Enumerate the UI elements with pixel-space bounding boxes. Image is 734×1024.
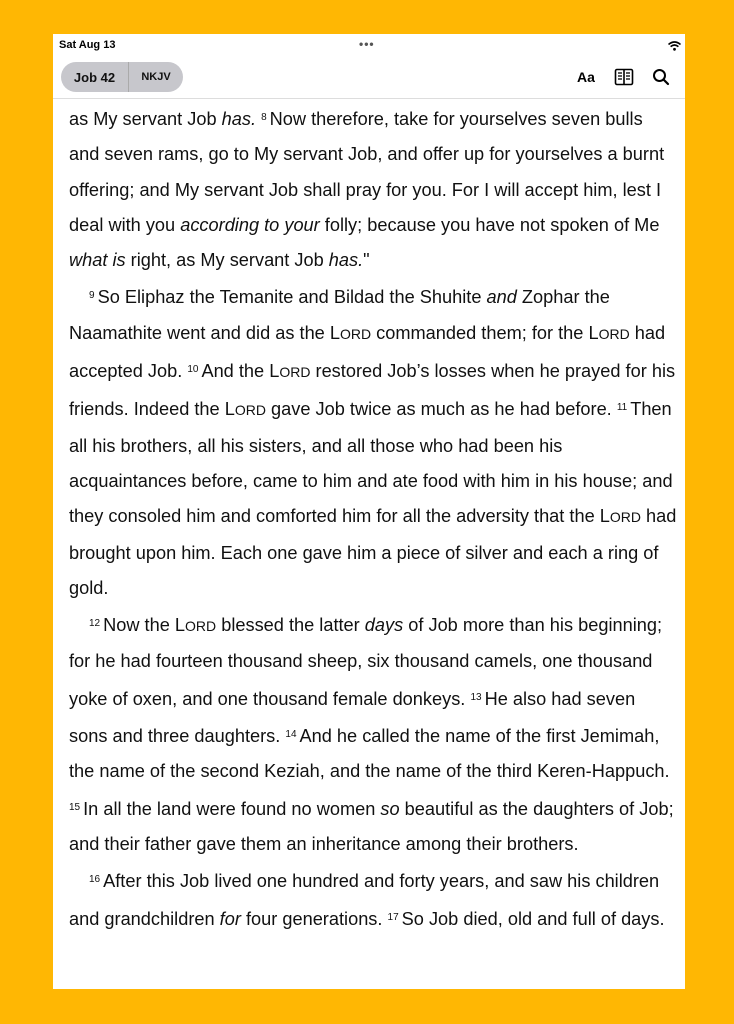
paragraph-2 xyxy=(69,278,677,606)
text: After this Job lived one hundred and forty years, and saw his children and grandchildren xyxy=(69,871,660,929)
text: beautiful as the daughters of Job; and their father gave them an inheritance among their brothers. xyxy=(69,798,674,854)
text: restored Job’s losses when he prayed for his friends. Indeed the xyxy=(69,361,676,420)
text: as My servant Job xyxy=(69,109,222,129)
multitasking-dots[interactable]: ••• xyxy=(359,37,375,51)
reference-selector xyxy=(61,62,183,92)
verse-number-15[interactable]: 15 xyxy=(69,801,81,813)
paragraph-4 xyxy=(69,862,677,937)
scripture-text xyxy=(69,100,677,937)
text: right, as My servant Job xyxy=(125,250,329,271)
status-date: Sat Aug 13 xyxy=(59,39,116,51)
text: Now the xyxy=(103,615,175,636)
italic-text: has. xyxy=(328,250,364,271)
italic-text: what is xyxy=(69,250,126,271)
verse-number-12[interactable]: 12 xyxy=(89,618,101,630)
verse-number-8[interactable]: 8 xyxy=(261,112,267,123)
text: gave Job twice as much as he had before. xyxy=(265,399,612,420)
text: And the xyxy=(201,361,270,382)
font-settings-button[interactable]: Aa xyxy=(577,69,595,85)
verse-number-14[interactable]: 14 xyxy=(285,729,297,741)
text: had accepted Job. xyxy=(69,322,666,382)
search-icon[interactable] xyxy=(652,64,670,90)
lord-small-caps: LORD xyxy=(588,322,630,343)
text: He also had seven sons and three daughters. xyxy=(69,688,636,747)
verse-number-11[interactable]: 11 xyxy=(616,402,628,414)
text: So Job died, old and full of days. xyxy=(401,908,665,929)
text: " xyxy=(363,250,370,271)
text: commanded them; for the xyxy=(371,322,589,343)
lord-small-caps: LORD xyxy=(329,322,372,343)
verse-number-9[interactable]: 9 xyxy=(89,290,95,302)
book-chapter-button[interactable]: Job 42 xyxy=(61,62,129,92)
text: had brought upon him. Each one gave him a piece of silver and each a ring of gold. xyxy=(69,506,677,598)
reader-toolbar xyxy=(53,58,685,99)
paragraph-1 xyxy=(69,100,677,278)
app-screen xyxy=(53,34,685,989)
italic-text: and xyxy=(486,287,517,308)
text: In all the land were found no women xyxy=(83,798,381,819)
status-bar xyxy=(53,34,685,56)
lord-small-caps: LORD xyxy=(269,361,311,382)
version-button[interactable]: NKJV xyxy=(141,71,171,83)
text: blessed the latter xyxy=(216,615,365,636)
verse-number-17[interactable]: 17 xyxy=(387,911,399,923)
wifi-icon xyxy=(668,38,681,56)
lord-small-caps: LORD xyxy=(174,615,217,636)
paragraph-3 xyxy=(69,606,677,862)
verse-number-16[interactable]: 16 xyxy=(89,874,101,886)
lord-small-caps: LORD xyxy=(224,399,266,420)
italic-text: for xyxy=(219,908,241,929)
italic-text: so xyxy=(380,798,400,819)
verse-number-10[interactable]: 10 xyxy=(187,364,199,376)
italic-text: days xyxy=(364,615,404,636)
text: of Job more than his beginning; for he had fourteen thousand sheep, six thousand camels, one thousand yoke of oxen, and one thousand female donkeys. xyxy=(69,615,663,709)
italic-text: according to your xyxy=(180,214,320,235)
text: four generations. xyxy=(240,908,383,929)
library-icon[interactable] xyxy=(614,64,634,90)
text: Zophar the Naamathite went and did as the xyxy=(69,287,610,343)
text: Then all his brothers, all his sisters, and all those who had been his acquaintances before, came to him and ate food with him in his house; and they consoled him and comforted him for all the adversity that the xyxy=(69,399,673,527)
lord-small-caps: LORD xyxy=(599,506,641,527)
text: So Eliphaz the Temanite and Bildad the Shuhite xyxy=(97,287,487,308)
text: And he called the name of the first Jemimah, the name of the second Keziah, and the name of the third Keren-Happuch. xyxy=(69,726,670,782)
italic-text: has. xyxy=(221,109,257,129)
verse-number-13[interactable]: 13 xyxy=(470,691,482,703)
text: folly; because you have not spoken of Me xyxy=(319,214,660,235)
text: Now therefore, take for yourselves seven bulls and seven rams, go to My servant Job, and offer up for yourselves a burnt offering; and My servant Job shall pray for you. For I will accept him, lest I deal with you xyxy=(69,109,665,235)
